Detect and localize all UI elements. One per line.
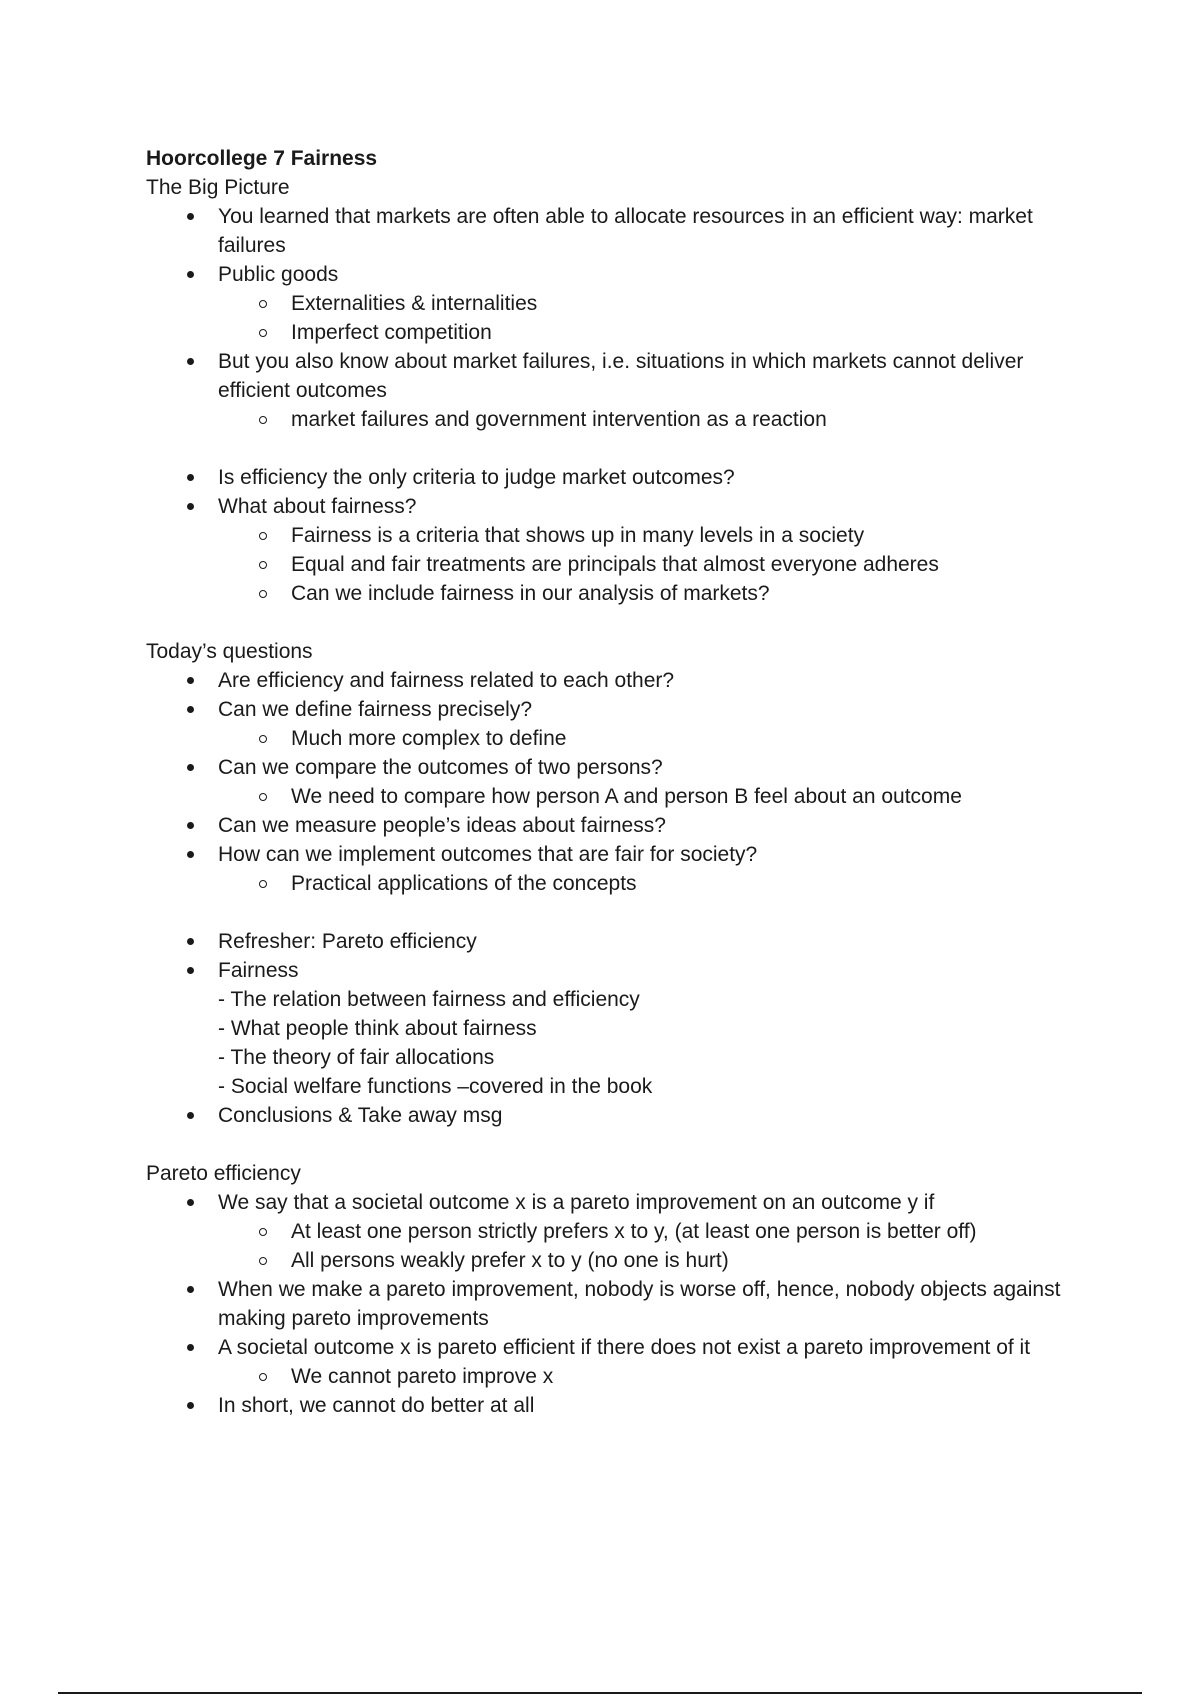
- list-item: [218, 753, 1066, 811]
- list-item-text: Can we define fairness precisely?: [218, 698, 532, 721]
- list-item: [218, 347, 1066, 434]
- fairness-dash-lines: [218, 985, 1066, 1101]
- spacer: [146, 898, 1066, 927]
- sub-list: [218, 1217, 1066, 1275]
- sub-list-item: We cannot pareto improve x: [291, 1362, 1066, 1391]
- sub-list-item: We need to compare how person A and person B feel about an outcome: [291, 782, 1066, 811]
- dash-line: - The relation between fairness and efficiency: [218, 988, 640, 1011]
- list-item: [218, 1333, 1066, 1391]
- list-item: Is efficiency the only criteria to judge market outcomes?: [218, 463, 1066, 492]
- sub-list-item: Externalities & internalities: [291, 289, 1066, 318]
- agenda-list: [146, 927, 1066, 1130]
- list-item: [218, 956, 1066, 1101]
- sub-list: [218, 1362, 1066, 1391]
- heading-pareto-efficiency: Pareto efficiency: [146, 1162, 301, 1185]
- list-item: Conclusions & Take away msg: [218, 1101, 1066, 1130]
- list-item: In short, we cannot do better at all: [218, 1391, 1066, 1420]
- sub-list: [218, 405, 1066, 434]
- list-item-text: Public goods: [218, 263, 339, 286]
- sub-list: [218, 521, 1066, 608]
- dash-line: - Social welfare functions –covered in the book: [218, 1075, 653, 1098]
- list-item: [218, 840, 1066, 898]
- sub-list-item: Imperfect competition: [291, 318, 1066, 347]
- list-item: [218, 695, 1066, 753]
- sub-list: [218, 289, 1066, 347]
- list-item: Can we measure people’s ideas about fairness?: [218, 811, 1066, 840]
- document-title: Hoorcollege 7 Fairness: [146, 147, 378, 170]
- dash-line: - The theory of fair allocations: [218, 1046, 495, 1069]
- list-item: Are efficiency and fairness related to each other?: [218, 666, 1066, 695]
- list-item-text: How can we implement outcomes that are fair for society?: [218, 843, 758, 866]
- sub-list-item: Can we include fairness in our analysis of markets?: [291, 579, 1066, 608]
- list-item: [218, 1188, 1066, 1275]
- sub-list-item: Fairness is a criteria that shows up in many levels in a society: [291, 521, 1066, 550]
- dash-line: - What people think about fairness: [218, 1017, 537, 1040]
- spacer: [146, 608, 1066, 637]
- spacer: [146, 434, 1066, 463]
- list-item: Refresher: Pareto efficiency: [218, 927, 1066, 956]
- sub-list-item: All persons weakly prefer x to y (no one is hurt): [291, 1246, 1066, 1275]
- sub-list: [218, 782, 1066, 811]
- list-item-text: Can we compare the outcomes of two persons?: [218, 756, 663, 779]
- list-item: When we make a pareto improvement, nobody is worse off, hence, nobody objects against making pareto improvements: [218, 1275, 1066, 1333]
- heading-big-picture: The Big Picture: [146, 176, 290, 199]
- sub-list-item: market failures and government intervention as a reaction: [291, 405, 1066, 434]
- pareto-list: [146, 1188, 1066, 1420]
- spacer: [146, 1130, 1066, 1159]
- heading-todays-questions: Today’s questions: [146, 640, 313, 663]
- list-item: [218, 492, 1066, 608]
- list-item: You learned that markets are often able to allocate resources in an efficient way: market failures: [218, 202, 1066, 260]
- sub-list: [218, 869, 1066, 898]
- sub-list: [218, 724, 1066, 753]
- list-item-text: We say that a societal outcome x is a pareto improvement on an outcome y if: [218, 1191, 935, 1214]
- list-item-text: But you also know about market failures, i.e. situations in which markets cannot deliver efficient outcomes: [218, 350, 1024, 402]
- list-item-text: A societal outcome x is pareto efficient if there does not exist a pareto improvement of it: [218, 1336, 1031, 1359]
- big-picture-list: [146, 202, 1066, 434]
- document-page: [146, 144, 1066, 1420]
- sub-list-item: Equal and fair treatments are principals that almost everyone adheres: [291, 550, 1066, 579]
- sub-list-item: At least one person strictly prefers x to y, (at least one person is better off): [291, 1217, 1066, 1246]
- page-bottom-rule: [58, 1692, 1142, 1694]
- list-item-text: Fairness: [218, 959, 299, 982]
- big-picture-list-continued: [146, 463, 1066, 608]
- sub-list-item: Much more complex to define: [291, 724, 1066, 753]
- sub-list-item: Practical applications of the concepts: [291, 869, 1066, 898]
- list-item: [218, 260, 1066, 347]
- list-item-text: What about fairness?: [218, 495, 417, 518]
- todays-questions-list: [146, 666, 1066, 898]
